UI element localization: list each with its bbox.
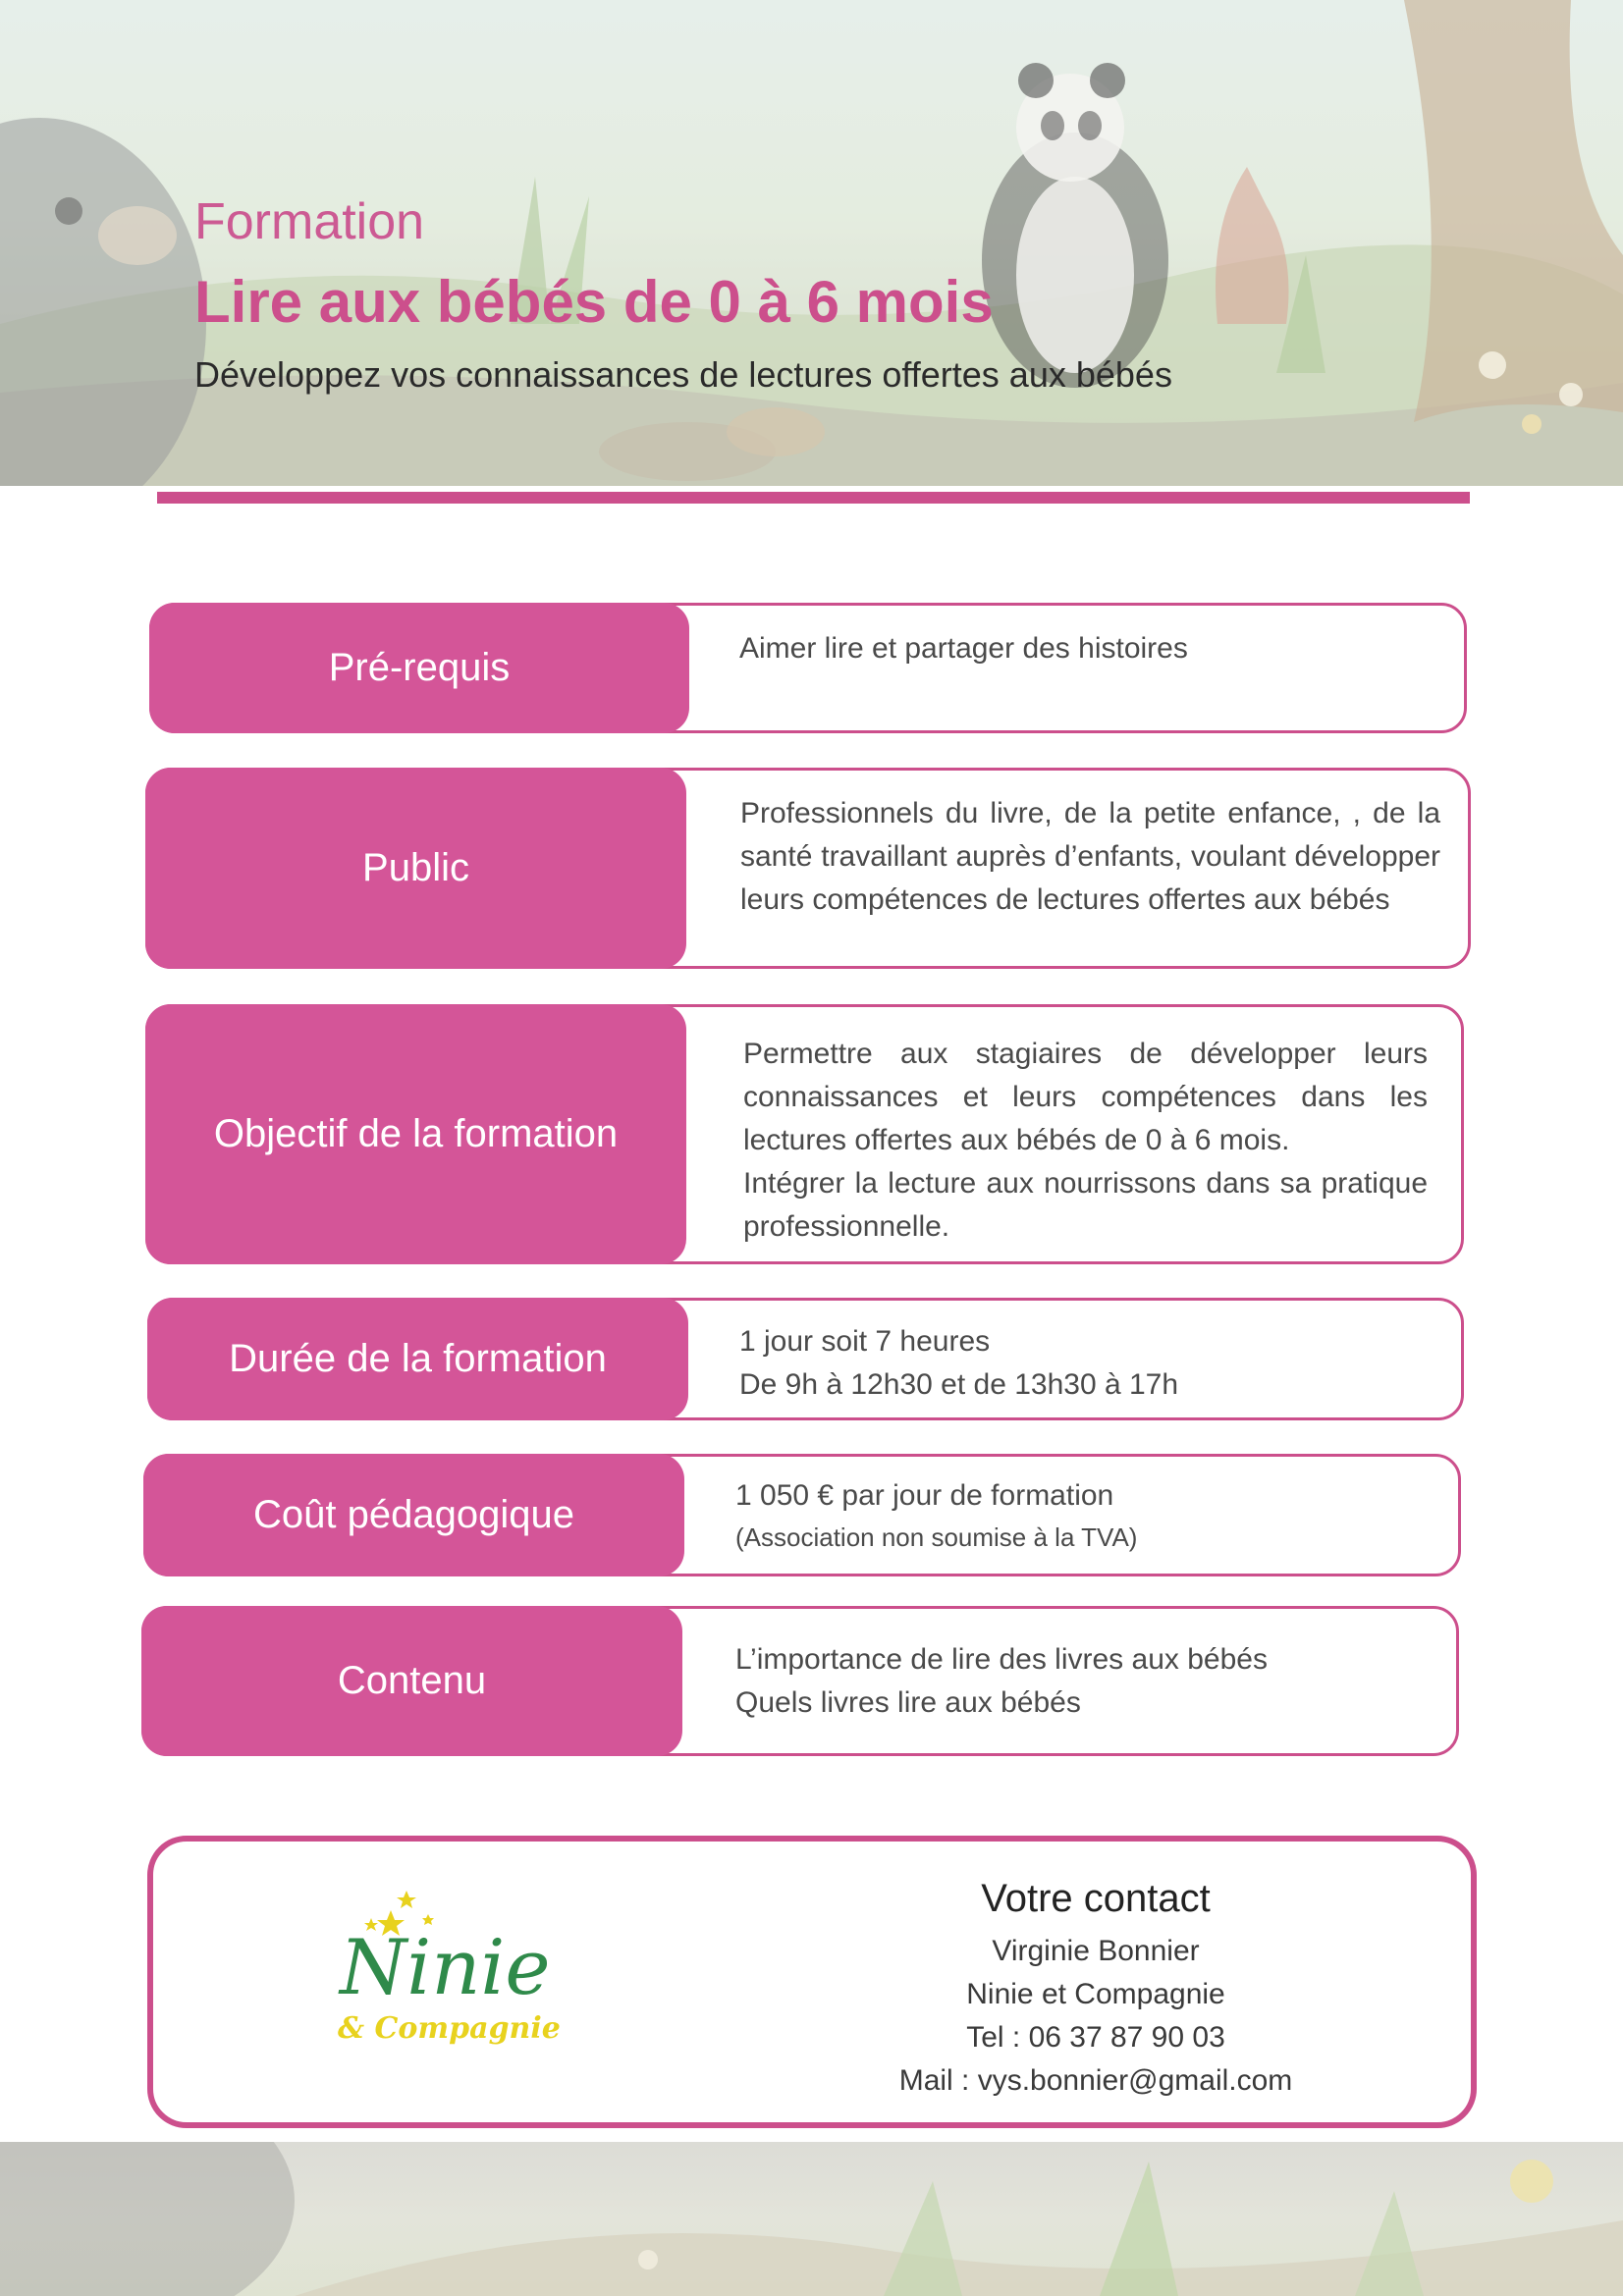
- contact-name: Virginie Bonnier: [992, 1935, 1200, 1967]
- contact-phone[interactable]: Tel : 06 37 87 90 03: [966, 2021, 1225, 2054]
- contact-box: [147, 1836, 1477, 2128]
- row-content: [743, 1033, 1428, 1249]
- row-text: 1 jour soit 7 heures: [739, 1325, 991, 1358]
- row-label: Contenu: [141, 1606, 682, 1756]
- row-content: [735, 1474, 1431, 1557]
- contact-title: Votre contact: [981, 1877, 1211, 1920]
- contact-org: Ninie et Compagnie: [966, 1978, 1225, 2010]
- logo-sub-text: & Compagnie: [338, 2011, 561, 2046]
- header-eyebrow: Formation: [194, 193, 425, 250]
- page-title: Lire aux bébés de 0 à 6 mois: [194, 269, 994, 335]
- header-banner: [0, 0, 1623, 486]
- info-row-contenu: [141, 1606, 1459, 1756]
- row-text: Intégrer la lecture aux nourrissons dans sa pratique professionnelle.: [743, 1167, 1428, 1243]
- logo-main-text: Ninie: [340, 1924, 551, 2012]
- contact-email[interactable]: Mail : vys.bonnier@gmail.com: [898, 2064, 1293, 2097]
- header-text: [194, 193, 1172, 395]
- info-row-duree: [147, 1298, 1464, 1420]
- accent-divider: [157, 492, 1470, 504]
- row-label: Coût pédagogique: [143, 1454, 684, 1576]
- company-logo: [320, 1881, 575, 2057]
- row-content: [739, 1320, 1434, 1407]
- info-row-cout: [143, 1454, 1461, 1576]
- row-label: Durée de la formation: [147, 1298, 688, 1420]
- row-note: (Association non soumise à la TVA): [735, 1522, 1138, 1552]
- row-text: 1 050 € par jour de formation: [735, 1479, 1114, 1512]
- row-text: Quels livres lire aux bébés: [735, 1686, 1081, 1719]
- info-row-public: [145, 768, 1471, 969]
- row-content: [735, 1638, 1429, 1725]
- footer-landscape: [0, 2142, 1623, 2296]
- info-row-prerequis: [149, 603, 1467, 733]
- row-content: [740, 792, 1440, 922]
- row-text: De 9h à 12h30 et de 13h30 à 17h: [739, 1368, 1179, 1401]
- row-label: Pré-requis: [149, 603, 689, 733]
- row-label: Public: [145, 768, 686, 969]
- page-subtitle: Développez vos connaissances de lectures offertes aux bébés: [194, 354, 1172, 395]
- stars-icon: [320, 1881, 575, 2057]
- row-content: [739, 627, 1436, 670]
- row-label: Objectif de la formation: [145, 1004, 686, 1264]
- row-text: Professionnels du livre, de la petite enfance, , de la santé travaillant auprès d’enfants, voulant développer leurs compétences de lectures offertes aux bébés: [740, 797, 1440, 916]
- row-text: L’importance de lire des livres aux bébés: [735, 1643, 1268, 1676]
- info-row-objectif: [145, 1004, 1464, 1264]
- contact-info: [840, 1873, 1351, 2103]
- row-text: Permettre aux stagiaires de développer leurs connaissances et leurs compétences dans les lectures offertes aux bébés de 0 à 6 mois.: [743, 1038, 1428, 1156]
- row-text: Aimer lire et partager des histoires: [739, 632, 1188, 665]
- footer-illustration: [0, 2142, 1623, 2296]
